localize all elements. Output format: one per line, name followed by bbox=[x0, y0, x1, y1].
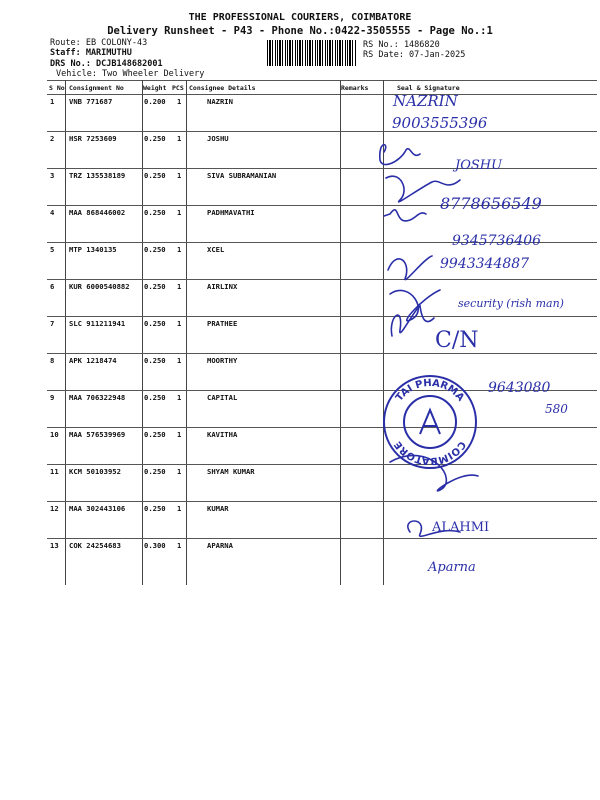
row-consignee: KAVITHA bbox=[207, 430, 238, 439]
signature-aparna: Aparna bbox=[428, 560, 476, 575]
staff-label: Staff: MARIMUTHU bbox=[50, 48, 132, 58]
handwritten-phone: 8778656549 bbox=[440, 194, 542, 213]
table-row bbox=[47, 94, 597, 131]
row-weight: 0.250 bbox=[144, 393, 166, 402]
row-pcs: 1 bbox=[177, 504, 182, 513]
row-consignee: CAPITAL bbox=[207, 393, 238, 402]
row-sno: 9 bbox=[50, 393, 55, 402]
row-sno: 7 bbox=[50, 319, 55, 328]
row-consignment: MAA 868446002 bbox=[69, 208, 126, 217]
handwritten-phone: 9643080 bbox=[488, 380, 551, 396]
row-consignment: COK 24254683 bbox=[69, 541, 121, 550]
col-signature: Seal & Signature bbox=[397, 84, 460, 92]
handwritten-phone: 9345736406 bbox=[452, 233, 542, 249]
row-consignment: MAA 302443106 bbox=[69, 504, 126, 513]
table-top-rule bbox=[47, 80, 597, 81]
row-weight: 0.250 bbox=[144, 245, 166, 254]
row-sno: 10 bbox=[50, 430, 59, 439]
row-sno: 11 bbox=[50, 467, 59, 476]
row-pcs: 1 bbox=[177, 282, 182, 291]
row-sno: 4 bbox=[50, 208, 55, 217]
row-consignment: MTP 1340135 bbox=[69, 245, 117, 254]
signature-joshu: JOSHU bbox=[455, 158, 503, 173]
row-sno: 6 bbox=[50, 282, 55, 291]
row-consignment: MAA 576539969 bbox=[69, 430, 126, 439]
col-weight: Weight bbox=[143, 84, 167, 92]
row-consignment: KUR 6000540882 bbox=[69, 282, 130, 291]
row-weight: 0.250 bbox=[144, 467, 166, 476]
row-weight: 0.300 bbox=[144, 541, 166, 550]
row-sno: 13 bbox=[50, 541, 59, 550]
col-consignment: Consignment No bbox=[69, 84, 124, 92]
rs-date: RS Date: 07-Jan-2025 bbox=[363, 50, 466, 60]
row-weight: 0.250 bbox=[144, 319, 166, 328]
row-pcs: 1 bbox=[177, 356, 182, 365]
row-weight: 0.250 bbox=[144, 504, 166, 513]
route-label: Route: EB COLONY-43 bbox=[50, 38, 148, 48]
row-pcs: 1 bbox=[177, 430, 182, 439]
handwritten-phone: 9943344887 bbox=[440, 256, 530, 272]
row-consignee: MOORTHY bbox=[207, 356, 238, 365]
seal-text-bottom: COIMBATORE bbox=[392, 438, 468, 467]
row-pcs: 1 bbox=[177, 541, 182, 550]
row-weight: 0.200 bbox=[144, 97, 166, 106]
row-consignment: SLC 911211941 bbox=[69, 319, 126, 328]
row-sno: 3 bbox=[50, 171, 55, 180]
sheet-title: Delivery Runsheet - P43 - Phone No.:0422-3505555 - Page No.:1 bbox=[107, 25, 493, 37]
handwritten-phone: 9003555396 bbox=[392, 114, 488, 132]
row-pcs: 1 bbox=[177, 134, 182, 143]
row-consignment: VNB 771687 bbox=[69, 97, 113, 106]
row-pcs: 1 bbox=[177, 393, 182, 402]
row-weight: 0.250 bbox=[144, 282, 166, 291]
row-pcs: 1 bbox=[177, 97, 182, 106]
row-pcs: 1 bbox=[177, 245, 182, 254]
row-consignee: SIVA SUBRAMANIAN bbox=[207, 171, 277, 180]
row-weight: 0.250 bbox=[144, 430, 166, 439]
signature-scribbles bbox=[370, 130, 600, 560]
handwritten-note: 580 bbox=[545, 402, 568, 416]
row-consignee: AIRLINX bbox=[207, 282, 238, 291]
svg-text:TAI PHARMA bbox=[394, 378, 466, 404]
handwritten-cn: C/N bbox=[435, 328, 479, 353]
svg-text:COIMBATORE bbox=[392, 439, 467, 466]
row-pcs: 1 bbox=[177, 319, 182, 328]
col-remarks: Remarks bbox=[341, 84, 369, 92]
signature-alahmi: ALAHMI bbox=[432, 520, 490, 535]
row-sno: 8 bbox=[50, 356, 55, 365]
row-pcs: 1 bbox=[177, 171, 182, 180]
row-consignment: TRZ 135538189 bbox=[69, 171, 126, 180]
handwritten-note: security (rish man) bbox=[458, 297, 564, 310]
row-sno: 5 bbox=[50, 245, 55, 254]
row-consignee: KUMAR bbox=[207, 504, 229, 513]
row-sno: 2 bbox=[50, 134, 55, 143]
row-consignee: NAZRIN bbox=[207, 97, 233, 106]
row-weight: 0.250 bbox=[144, 356, 166, 365]
row-consignment: APK 1218474 bbox=[69, 356, 117, 365]
row-weight: 0.250 bbox=[144, 171, 166, 180]
row-consignee: PADHMAVATHI bbox=[207, 208, 255, 217]
row-pcs: 1 bbox=[177, 467, 182, 476]
row-consignee: SHYAM KUMAR bbox=[207, 467, 255, 476]
signature-nazrin: NAZRIN bbox=[393, 92, 458, 110]
row-consignment: KCM 50103952 bbox=[69, 467, 121, 476]
seal-text-top: TAI PHARMA bbox=[393, 377, 466, 404]
drs-number: DRS No.: DCJB148682001 bbox=[50, 59, 163, 69]
row-consignment: MAA 706322948 bbox=[69, 393, 126, 402]
row-sno: 1 bbox=[50, 97, 55, 106]
row-weight: 0.250 bbox=[144, 208, 166, 217]
row-consignee: XCEL bbox=[207, 245, 225, 254]
col-consignee: Consignee Details bbox=[189, 84, 256, 92]
company-title: THE PROFESSIONAL COURIERS, COIMBATORE bbox=[188, 12, 412, 23]
row-pcs: 1 bbox=[177, 208, 182, 217]
rs-number: RS No.: 1486820 bbox=[363, 40, 440, 50]
row-weight: 0.250 bbox=[144, 134, 166, 143]
company-seal bbox=[380, 372, 480, 472]
col-sno: S No bbox=[49, 84, 65, 92]
row-consignee: APARNA bbox=[207, 541, 233, 550]
col-pcs: PCS bbox=[172, 84, 184, 92]
row-sno: 12 bbox=[50, 504, 59, 513]
barcode bbox=[267, 40, 357, 66]
row-consignee: JOSHU bbox=[207, 134, 229, 143]
vehicle-label: Vehicle: Two Wheeler Delivery bbox=[56, 69, 205, 79]
row-consignee: PRATHEE bbox=[207, 319, 238, 328]
row-consignment: HSR 7253609 bbox=[69, 134, 117, 143]
